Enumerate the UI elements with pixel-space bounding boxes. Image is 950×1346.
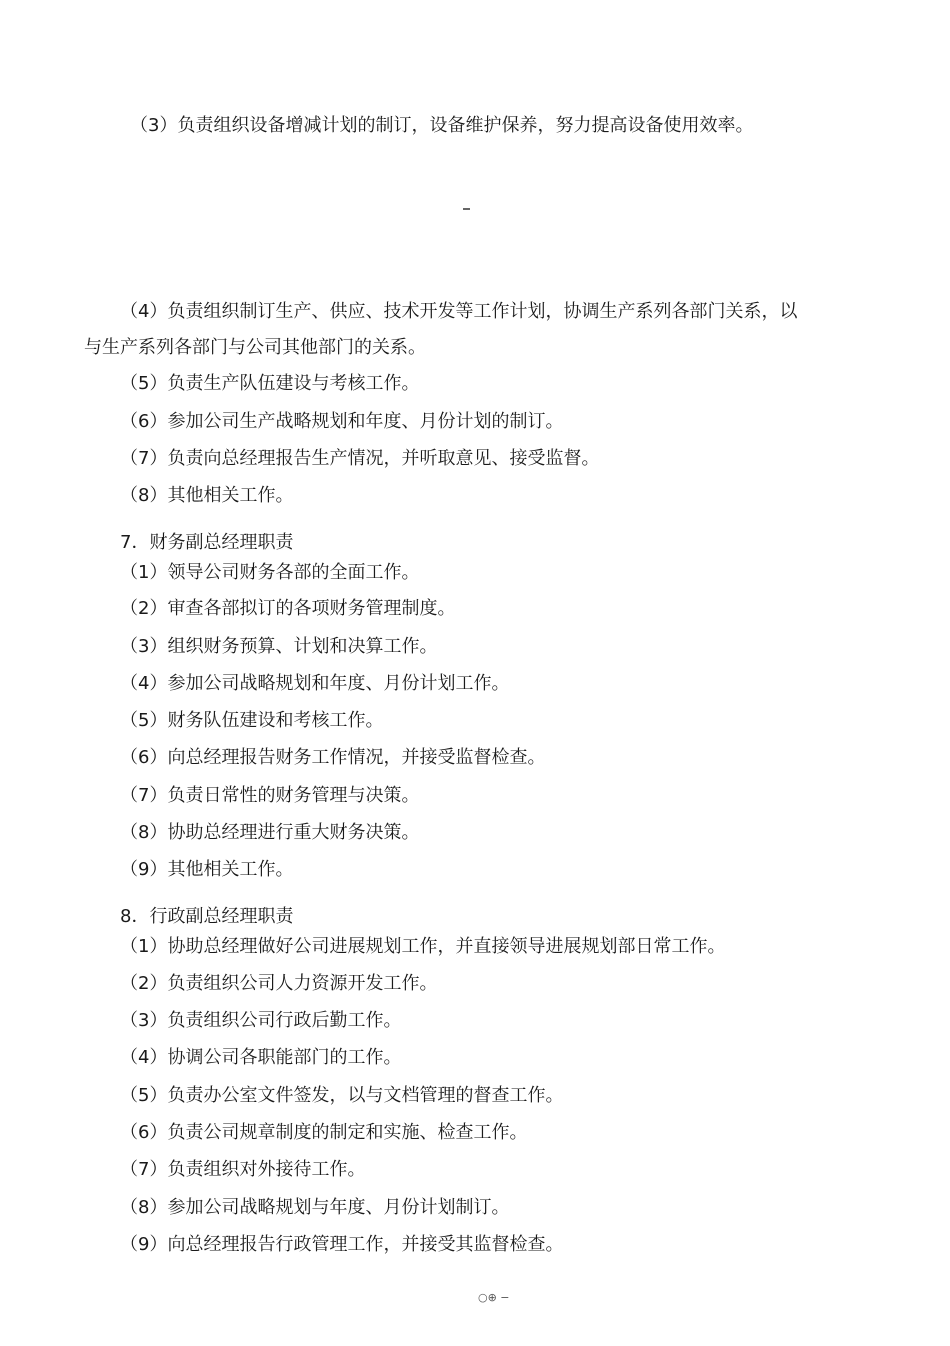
- text-line-finance-1: （1）领导公司财务各部的全面工作。: [120, 562, 420, 583]
- text-line-finance-6: （6）向总经理报告财务工作情况，并接受监督检查。: [120, 747, 546, 768]
- text-line-finance-2: （2）审查各部拟订的各项财务管理制度。: [120, 598, 456, 619]
- section-heading-finance: 7．财务副总经理职责: [120, 532, 294, 553]
- text-line-finance-7: （7）负责日常性的财务管理与决策。: [120, 785, 420, 806]
- text-line-admin-5: （5）负责办公室文件签发，以与文档管理的督查工作。: [120, 1085, 564, 1106]
- text-line-production-strategy: （6）参加公司生产战略规划和年度、月份计划的制订。: [120, 411, 564, 432]
- text-line-equipment-plan: （3）负责组织设备增减计划的制订，设备维护保养，努力提高设备使用效率。: [130, 115, 754, 136]
- text-line-production-plan-cont: 与生产系列各部门与公司其他部门的关系。: [84, 337, 426, 358]
- text-line-finance-9: （9）其他相关工作。: [120, 859, 294, 880]
- text-line-admin-9: （9）向总经理报告行政管理工作，并接受其监督检查。: [120, 1234, 564, 1255]
- section-heading-admin: 8．行政副总经理职责: [120, 906, 294, 927]
- text-line-production-other: （8）其他相关工作。: [120, 485, 294, 506]
- text-line-admin-8: （8）参加公司战略规划与年度、月份计划制订。: [120, 1197, 510, 1218]
- text-line-admin-1: （1）协助总经理做好公司进展规划工作，并直接领导进展规划部日常工作。: [120, 936, 726, 957]
- text-line-admin-7: （7）负责组织对外接待工作。: [120, 1159, 366, 1180]
- text-line-finance-4: （4）参加公司战略规划和年度、月份计划工作。: [120, 673, 510, 694]
- text-line-finance-8: （8）协助总经理进行重大财务决策。: [120, 822, 420, 843]
- header-dash: [463, 208, 470, 210]
- text-line-production-team: （5）负责生产队伍建设与考核工作。: [120, 373, 420, 394]
- text-line-admin-3: （3）负责组织公司行政后勤工作。: [120, 1010, 402, 1031]
- text-line-admin-4: （4）协调公司各职能部门的工作。: [120, 1047, 402, 1068]
- text-line-admin-2: （2）负责组织公司人力资源开发工作。: [120, 973, 438, 994]
- text-line-admin-6: （6）负责公司规章制度的制定和实施、检查工作。: [120, 1122, 528, 1143]
- text-line-production-plan: （4）负责组织制订生产、供应、技术开发等工作计划，协调生产系列各部门关系，以: [120, 301, 798, 322]
- footer-page-mark: ○⊕ −: [478, 1291, 510, 1304]
- text-line-finance-3: （3）组织财务预算、计划和决算工作。: [120, 636, 438, 657]
- text-line-production-report: （7）负责向总经理报告生产情况，并听取意见、接受监督。: [120, 448, 600, 469]
- text-line-finance-5: （5）财务队伍建设和考核工作。: [120, 710, 384, 731]
